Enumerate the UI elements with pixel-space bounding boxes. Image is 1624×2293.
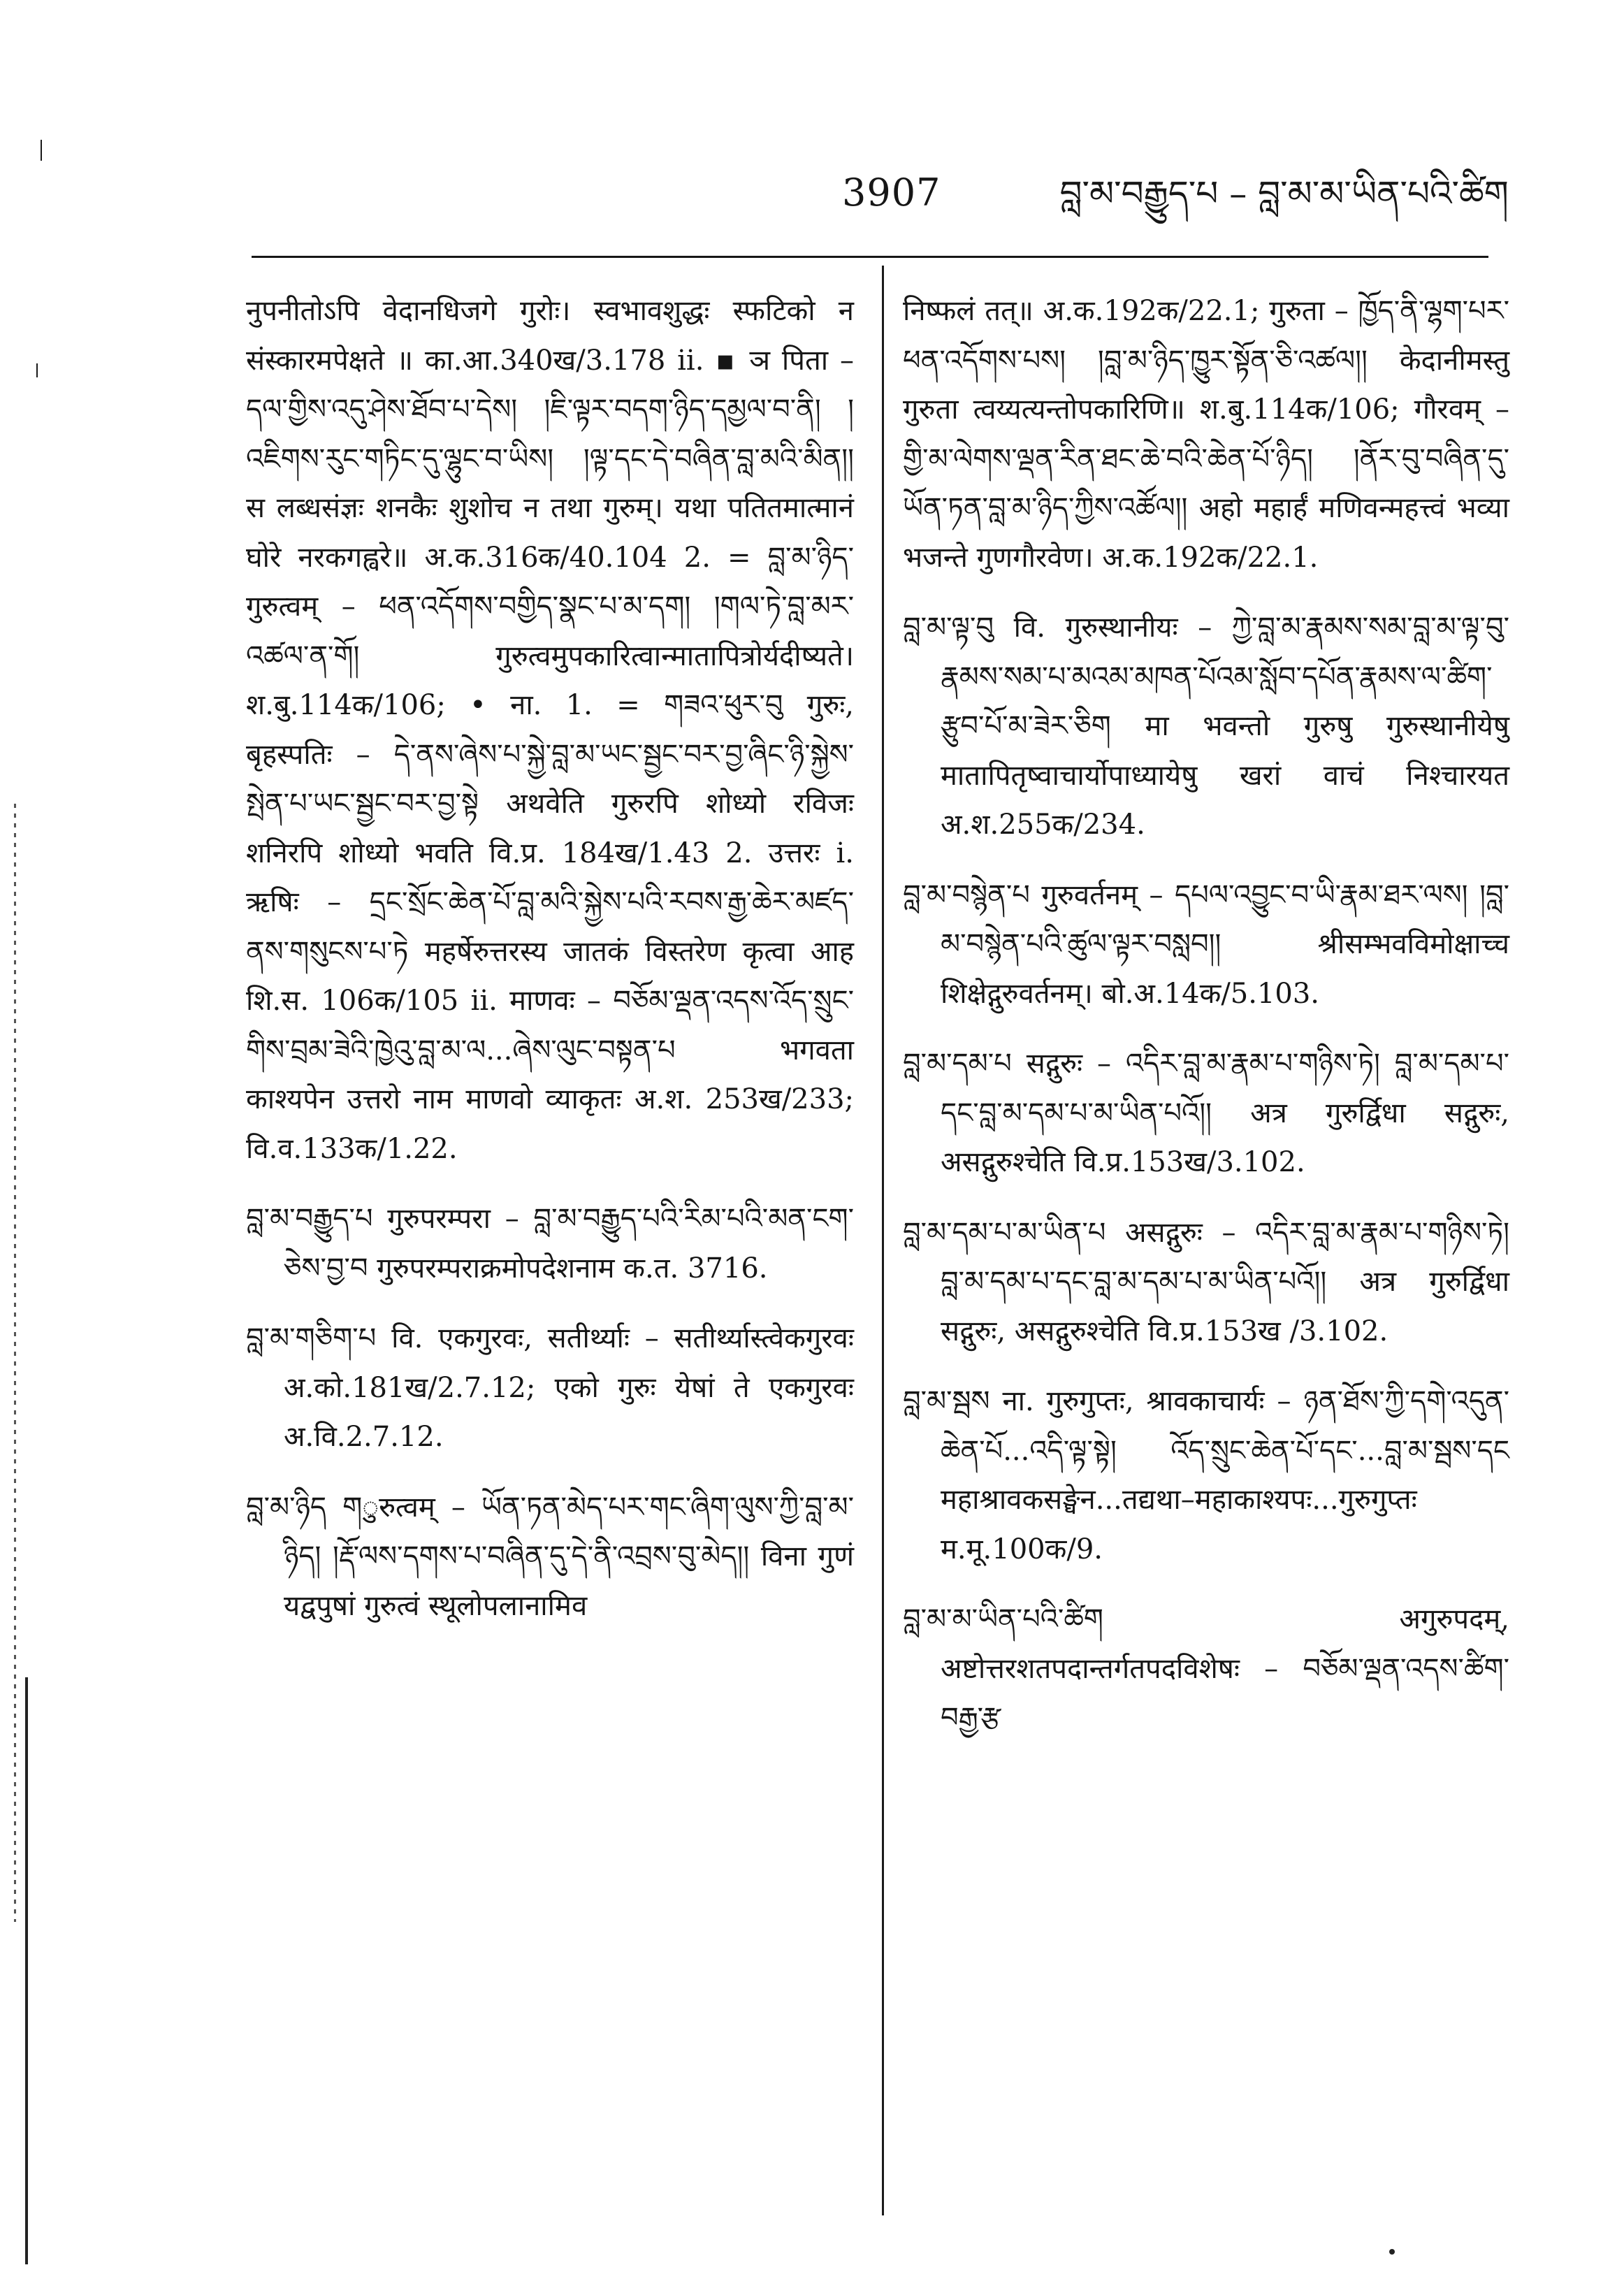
dictionary-entry: བླ་མ་གཅིག་པ वि. एकगुरवः, सतीर्थ्याः – सतीर्थ्यास्त्वेकगुरवः अ.को.181ख/2.7.12; एको गुरुः येषां ते एकगुरवः अ.वि.2.7.12. (246, 1322, 854, 1453)
right-column (903, 287, 1509, 1764)
left-column (246, 287, 854, 1651)
header-rule (252, 256, 1488, 258)
scan-edge-mark (14, 804, 16, 1922)
dictionary-entry: निष्फलं तत्॥ अ.क.192क/22.1; गुरुता – ཁྱོད་ནི་ལྷག་པར་ཕན་འདོགས་པས། །བླ་མ་ཉིད་ཁྱུར་སྟོན་ཅི་འཚལ།། केदानीमस्तु गुरुता त्वय्यत्यन्तोपकारिणि॥ श.बु.114क/106; गौरवम् – གྱི་མ་ལེགས་ལྡན་རིན་ཐང་ཆེ་བའི་ཆེན་པོ་ཉིད། །ནོར་བུ་བཞིན་དུ་ཡོན་ཏན་བླ་མ་ཉིད་ཀྱིས་འཚོལ།། अहो महार्हं मणिवन्महत्त्वं भव्या भजन्ते गुणगौरवेण। अ.क.192क/22.1. (903, 295, 1509, 574)
dictionary-entry: བླ་མ་སྦས ना. गुरुगुप्तः, श्रावकाचार्यः – ཉན་ཐོས་ཀྱི་དགེ་འདུན་ཆེན་པོ...འདི་ལྟ་སྟེ། འོད་སྲུང་ཆེན་པོ་དང་...བླ་མ་སྦས་དང महाश्रावकसङ्घेन...तद्यथा–महाकाश्यपः...गुरुगुप्तः म.मू.100क/9. (903, 1385, 1509, 1565)
scan-edge-mark (36, 363, 38, 377)
scan-edge-mark (41, 140, 42, 161)
dictionary-entry: བླ་མ་ལྟ་བུ वि. गुरुस्थानीयः – ཀྱེ་བླ་མ་རྣམས་སམ་བླ་མ་ལྟ་བུ་རྣམས་སམ་པ་མའམ་མཁན་པོའམ་སློབ་དཔོན་རྣམས་ལ་ཚིག་རྩུབ་པོ་མ་ཟེར་ཅིག मा भवन्तो गुरुषु गुरुस्थानीयेषु मातापितृष्वाचार्योपाध्यायेषु खरां वाचं निश्चारयत अ.श.255क/234. (903, 612, 1509, 841)
dictionary-entry: བླ་མ་མ་ཡིན་པའི་ཚིག अगुरुपदम्, अष्टोत्तरशतपदान्तर्गतपदविशेषः – བཅོམ་ལྡན་འདས་ཚིག་བརྒྱ་རྩ (903, 1603, 1509, 1734)
dictionary-entry: བླ་མ་དམ་པ་མ་ཡིན་པ असद्गुरुः – འདིར་བླ་མ་རྣམ་པ་གཉིས་ཏེ། བླ་མ་དམ་པ་དང་བླ་མ་དམ་པ་མ་ཡིན་པའོ།། अत्र गुरुर्द्विधा सद्गुरुः, असद्गुरुश्चेति वि.प्र.153ख /3.102. (903, 1216, 1509, 1347)
scan-speck (1389, 2249, 1395, 2255)
page-number: 3907 (842, 171, 941, 215)
dictionary-entry: བླ་མ་དམ་པ सद्गुरुः – འདིར་བླ་མ་རྣམ་པ་གཉིས་ཏེ། བླ་མ་དམ་པ་དང་བླ་མ་དམ་པ་མ་ཡིན་པའོ།། अत्र गुरुर्द्विधा सद्गुरुः, असद्गुरुश्चेति वि.प्र.153ख/3.102. (903, 1048, 1509, 1178)
dictionary-entry: नुपनीतोऽपि वेदानधिजगे गुरोः। स्वभावशुद्धः स्फटिको न संस्कारमपेक्षते ॥ का.आ.340ख/3.178 ii. ▪ ञ पिता – དལ་གྱིས་འདུ་ཤེས་ཐོབ་པ་དེས། །ཇི་ལྟར་བདག་ཉིད་དམྱལ་བ་ནི། །འཇིགས་རུང་གཏིང་དུ་ལྷུང་བ་ཡིས། །ལྟ་དང་དེ་བཞིན་བླ་མའི་མིན།། स लब्धसंज्ञः शनकैः शुशोच न तथा गुरुम्। यथा पतितमात्मानं घोरे नरकगह्वरे॥ अ.क.316क/40.104 2. = བླ་མ་ཉིད་ गुरुत्वम् – ཕན་འདོགས་བགྱིད་སྣང་པ་མ་དག། །གལ་ཏེ་བླ་མར་འཚལ་ན་གོ། गुरुत्वमुपकारित्वान्मातापित्रोर्यदीष्यते। श.बु.114क/106; • ना. 1. = གཟའ་ཕུར་བུ गुरुः, बृहस्पतिः – དེ་ནས་ཞེས་པ་སྐྱེ་བླ་མ་ཡང་སྦྱང་བར་བྱ་ཞིང་ཉི་སྐྱེས་སྤེན་པ་ཡང་སྦྱང་བར་བྱ་སྟེ अथवेति गुरुरपि शोध्यो रविजः शनिरपि शोध्यो भवति वि.प्र. 184ख/1.43 2. उत्तरः i. ऋषिः – དྲང་སྲོང་ཆེན་པོ་བླ་མའི་སྐྱེས་པའི་རབས་རྒྱ་ཆེར་མཛད་ནས་གསུངས་པ་ཏེ महर्षेरुत्तरस्य जातकं विस्तरेण कृत्वा आह शि.स. 106क/105 ii. माणवः – བཅོམ་ལྡན་འདས་འོད་སྲུང་གིས་བྲམ་ཟེའི་ཁྱེའུ་བླ་མ་ལ...ཞེས་ལུང་བསྟན་པ भगवता काश्यपेन उत्तरो नाम माणवो व्याकृतः अ.श. 253ख/233; वि.व.133क/1.22. (246, 295, 854, 1165)
dictionary-entry: བླ་མ་ཉིད གुरुत्वम् – ཡོན་ཏན་མེད་པར་གང་ཞིག་ལུས་ཀྱི་བླ་མ་ཉིད། །རྡོ་ལས་དགས་པ་བཞིན་དུ་དེ་ནི་འབྲས་བུ་མེད།། विना गुणं यद्वपुषां गुरुत्वं स्थूलोपलानामिव (246, 1491, 854, 1622)
dictionary-entry: བླ་མ་བསྙེན་པ गुरुवर्तनम् – དཔལ་འབྱུང་བ་ཡི་རྣམ་ཐར་ལས། །བླ་མ་བསྙེན་པའི་ཚུལ་ལྟར་བསླབ།། श्रीसम्भवविमोक्षाच्च शिक्षेद्गुरुवर्तनम्। बो.अ.14क/5.103. (903, 878, 1509, 1010)
dictionary-entry: བླ་མ་བརྒྱུད་པ गुरुपरम्परा – བླ་མ་བརྒྱུད་པའི་རིམ་པའི་མན་ངག་ཅེས་བྱ་བ गुरुपरम्पराक्रमोपदेशनाम क.त. 3716. (246, 1203, 854, 1285)
scan-edge-mark (25, 1677, 28, 2264)
column-divider (882, 266, 884, 2215)
page-header (842, 155, 1561, 215)
running-head: བླ་མ་བརྒྱུད་པ – བླ་མ་མ་ཡིན་པའི་ཚིག (1059, 173, 1509, 214)
